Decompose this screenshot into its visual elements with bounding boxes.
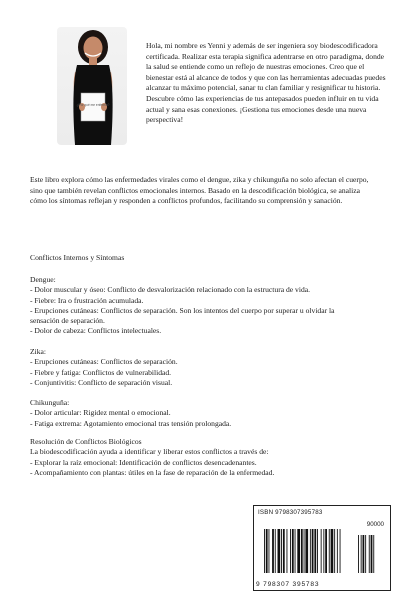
barcode-bar (304, 529, 305, 573)
barcode-bar (266, 529, 268, 573)
dengue-line: sensación de separación. (30, 316, 105, 326)
barcode-bar (329, 529, 330, 573)
dengue-line: - Dolor de cabeza: Conflictos intelectuales. (30, 326, 162, 336)
barcode-addon-bar (373, 535, 374, 573)
barcode-bar (281, 529, 282, 573)
barcode-bar (290, 529, 291, 573)
barcode-bar (331, 529, 334, 573)
barcode-bar (317, 529, 318, 573)
barcode-bar (312, 529, 314, 573)
book-description: Este libro explora cómo las enfermedades virales como el dengue, zika y chikunguña no solo afectan el cuerpo, sino que también revelan conflictos emocionales internos. Basado en la descodificación biológica, se analiza cómo los síntomas reflejan y responden a conflictos profundos, facilitando su comprensión y sanación. (30, 175, 369, 206)
barcode-addon-bar (369, 535, 370, 573)
chikungunya-section (30, 398, 375, 429)
barcode-bars (258, 519, 386, 577)
barcode-bar (297, 529, 300, 573)
barcode-bar (323, 529, 324, 573)
barcode-bar (283, 529, 285, 573)
barcode-addon-bar (365, 535, 366, 573)
zika-line: - Fiebre y fatiga: Conflictos de vulnerabilidad. (30, 367, 172, 377)
dengue-title: Dengue: (30, 275, 56, 284)
barcode-bar (295, 529, 296, 573)
barcode-bar (275, 529, 276, 573)
barcode-bar (278, 529, 281, 573)
barcode-addon-bar (361, 535, 362, 573)
zika-line: - Conjuntivitis: Conflicto de separación visual. (30, 377, 173, 387)
barcode-bar (305, 529, 308, 573)
price-code: 90000 (366, 521, 384, 528)
barcode-bar (301, 529, 303, 573)
chikungunya-line: - Fatiga extrema: Agotamiento emocional tras tensión prolongada. (30, 418, 232, 428)
author-illustration (57, 27, 127, 145)
chikungunya-line: - Dolor articular: Rigidez mental o emocional. (30, 408, 171, 418)
dengue-line: - Erupciones cutáneas: Conflictos de separación. Son los intentos del cuerpo por superar u olvidar la (30, 305, 335, 315)
dengue-line: - Fiebre: Ira o frustración acumulada. (30, 295, 144, 305)
dengue-line: - Dolor muscular y óseo: Conflicto de desvalorización relacionado con la estructura de vida. (30, 285, 311, 295)
resolution-title: Resolución de Conflictos Biológicos (30, 437, 142, 446)
barcode-addon-bar (371, 535, 373, 573)
chikungunya-title: Chikunguña: (30, 398, 70, 407)
conflicts-title: Conflictos Internos y Síntomas (30, 253, 125, 262)
barcode-bar (334, 529, 335, 573)
resolution-line: - Explorar la raíz emocional: Identificación de conflictos desencadenantes. (30, 457, 257, 467)
zika-line: - Erupciones cutáneas: Conflictos de separación. (30, 357, 178, 367)
zika-section (30, 347, 375, 388)
barcode-bar (269, 529, 270, 573)
isbn-label: ISBN 9798307395783 (258, 509, 323, 516)
barcode-bar (292, 529, 294, 573)
isbn-barcode (253, 505, 391, 591)
barcode-bar (287, 529, 288, 573)
barcode-bar (340, 529, 341, 573)
conflicts-section (30, 253, 375, 263)
barcode-bar (264, 529, 265, 573)
resolution-line: - Acompañamiento con plantas: útiles en la fase de reparación de la enfermedad. (30, 467, 275, 477)
barcode-addon-bar (363, 535, 365, 573)
resolution-section (30, 437, 375, 478)
resolution-line: La biodescodificación ayuda a identificar y liberar estos conflictos a través de: (30, 447, 269, 457)
barcode-bar (337, 529, 338, 573)
barcode-bar (321, 529, 322, 573)
author-photo (57, 27, 127, 145)
barcode-bar (314, 529, 316, 573)
author-bio: Hola, mi nombre es Yenni y además de ser ingeniera soy biodescodificadora certificada. Realizar esta terapia significa adentrarse en otro paradigma, donde la salud se entiende como un reflejo de nuestras emociones. Creo que el bienestar está al alcance de todos y que con las herramientas adecuadas puedes alcanzar tu máximo potencial, sanar tu clan familiar y resignificar tu historia. Descubre cómo las experiencias de tus antepasados pueden influir en tu vida actual y sana esas conexiones. ¡Gestiona tus emociones desde una nueva perspectiva! (146, 41, 386, 125)
barcode-digits: 9 798307 395783 (256, 581, 320, 588)
barcode-bar (310, 529, 311, 573)
barcode-bar (272, 529, 274, 573)
barcode-bar (325, 529, 327, 573)
sign-text: ¿Por qué me enfermo? (76, 103, 110, 107)
dengue-section (30, 275, 375, 337)
zika-title: Zika: (30, 347, 47, 356)
barcode-addon-bar (358, 535, 359, 573)
